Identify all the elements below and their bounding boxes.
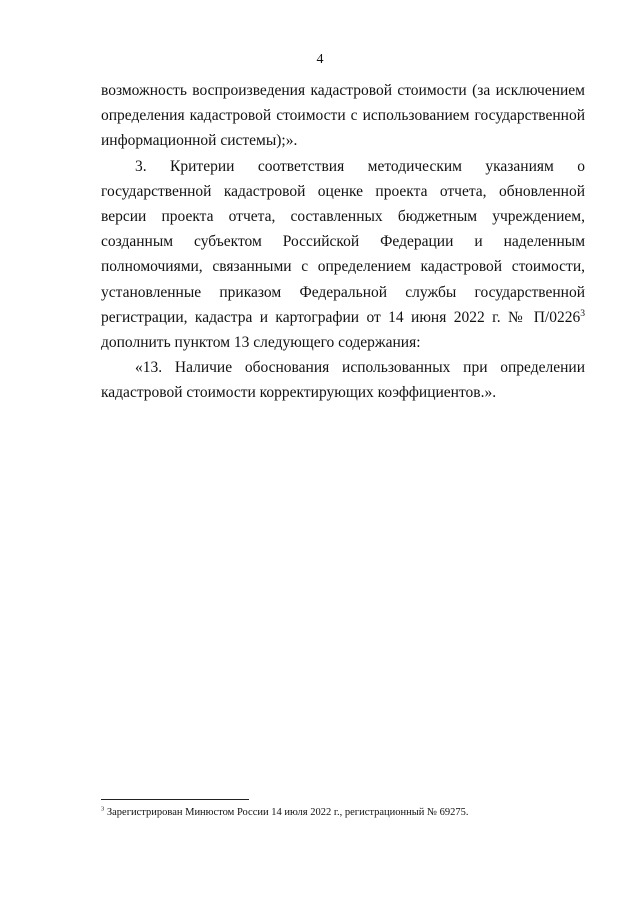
paragraph-item-3-tail: дополнить пунктом 13 следующего содержания: [101,334,421,352]
footnote-reference: 3 [580,307,585,319]
footnote-mark: 3 [101,805,105,813]
paragraph-item-3-text: 3. Критерии соответствия методическим указаниям о государственной кадастровой оценке проекта отчета, обновленной версии проекта отчета, составленных бюджетным учреждением, созданным субъектом Российской Федерации и наделенным полномочиями, связанными с определением кадастровой стоимости, установленные приказом Федеральной службы государственной регистрации, кадастра и картографии от 14 июня 2022 г. № П/0226 [101,157,585,326]
quote-line-1: «13. Наличие обоснования использованных при определении [135,359,585,377]
body-text [101,78,585,406]
paragraph-item-13-quote-cont: кадастровой стоимости корректирующих коэффициентов.». [101,384,497,402]
paragraph-item-3 [101,154,585,356]
paragraph-continuation: возможность воспроизведения кадастровой стоимости (за исключением определения кадастровой стоимости с использованием государственной информационной системы);». [101,82,585,150]
footnote-divider [101,799,249,800]
footnote-text: Зарегистрирован Минюстом России 14 июля 2022 г., регистрационный № 69275. [104,807,469,818]
page-number: 4 [316,52,324,67]
paragraph-item-13-quote [101,355,585,380]
footnote [101,806,585,820]
